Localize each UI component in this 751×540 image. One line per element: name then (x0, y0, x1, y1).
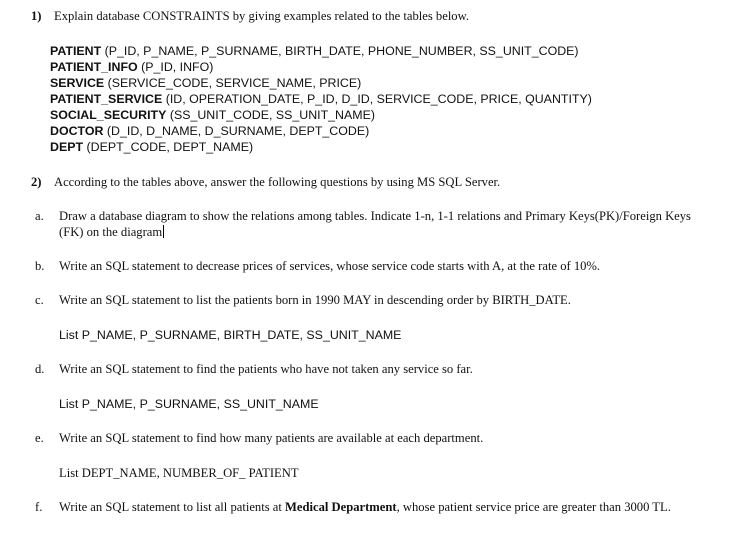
item-f-post: , whose patient service price are greater than 3000 TL. (396, 500, 671, 514)
item-a-line2: (FK) on the diagram (59, 225, 163, 239)
table-fields: (SS_UNIT_CODE, SS_UNIT_NAME) (169, 108, 375, 122)
item-e-text: Write an SQL statement to find how many patients are available at each department. (59, 431, 484, 445)
item-b-text: Write an SQL statement to decrease prices of services, whose service code starts with A, at the rate of 10%. (59, 259, 601, 273)
table-name: PATIENT (50, 44, 102, 58)
table-social-security (50, 108, 375, 122)
item-d-text: Write an SQL statement to find the patients who have not taken any service so far. (59, 362, 473, 376)
table-name: SOCIAL_SECURITY (50, 108, 167, 122)
table-doctor (50, 124, 369, 138)
table-name: DEPT (50, 140, 84, 154)
item-e-sub: List DEPT_NAME, NUMBER_OF_ PATIENT (59, 466, 299, 480)
item-b-label: b. (35, 259, 45, 273)
item-d-sub: List P_NAME, P_SURNAME, SS_UNIT_NAME (59, 397, 319, 411)
question-1-number: 1) (31, 9, 42, 23)
item-f-label: f. (35, 500, 43, 514)
item-e-label: e. (35, 431, 44, 445)
question-1-text: Explain database CONSTRAINTS by giving examples related to the tables below. (54, 9, 470, 23)
table-service (50, 76, 361, 90)
item-f-text (59, 500, 671, 515)
item-a-line1: Draw a database diagram to show the relations among tables. Indicate 1-n, 1-1 relations and Primary Keys(PK)/Foreign Keys (59, 209, 691, 223)
table-fields: (D_ID, D_NAME, D_SURNAME, DEPT_CODE) (106, 124, 370, 138)
table-fields: (DEPT_CODE, DEPT_NAME) (86, 140, 254, 154)
item-f-bold: Medical Department (285, 500, 397, 514)
table-patient-service (50, 92, 592, 106)
question-2-number: 2) (31, 175, 42, 189)
item-c-text: Write an SQL statement to list the patients born in 1990 MAY in descending order by BIRTH_DATE. (59, 293, 571, 307)
item-d-label: d. (35, 362, 45, 376)
table-patient (50, 44, 579, 58)
table-fields: (SERVICE_CODE, SERVICE_NAME, PRICE) (107, 76, 362, 90)
text-cursor (163, 225, 164, 238)
item-c-label: c. (35, 293, 44, 307)
table-name: PATIENT_INFO (50, 60, 138, 74)
table-dept (50, 140, 253, 154)
table-fields: (P_ID, INFO) (141, 60, 214, 74)
question-2-text: According to the tables above, answer the following questions by using MS SQL Server. (54, 175, 501, 189)
table-name: DOCTOR (50, 124, 104, 138)
item-a-label: a. (35, 209, 44, 223)
item-c-sub: List P_NAME, P_SURNAME, BIRTH_DATE, SS_UNIT_NAME (59, 328, 402, 342)
table-name: SERVICE (50, 76, 105, 90)
table-fields: (ID, OPERATION_DATE, P_ID, D_ID, SERVICE_CODE, PRICE, QUANTITY) (165, 92, 592, 106)
table-fields: (P_ID, P_NAME, P_SURNAME, BIRTH_DATE, PHONE_NUMBER, SS_UNIT_CODE) (104, 44, 579, 58)
table-patient-info (50, 60, 213, 74)
table-name: PATIENT_SERVICE (50, 92, 163, 106)
item-a-line2-wrap[interactable] (59, 225, 164, 240)
item-f-pre: Write an SQL statement to list all patients at (59, 500, 286, 514)
